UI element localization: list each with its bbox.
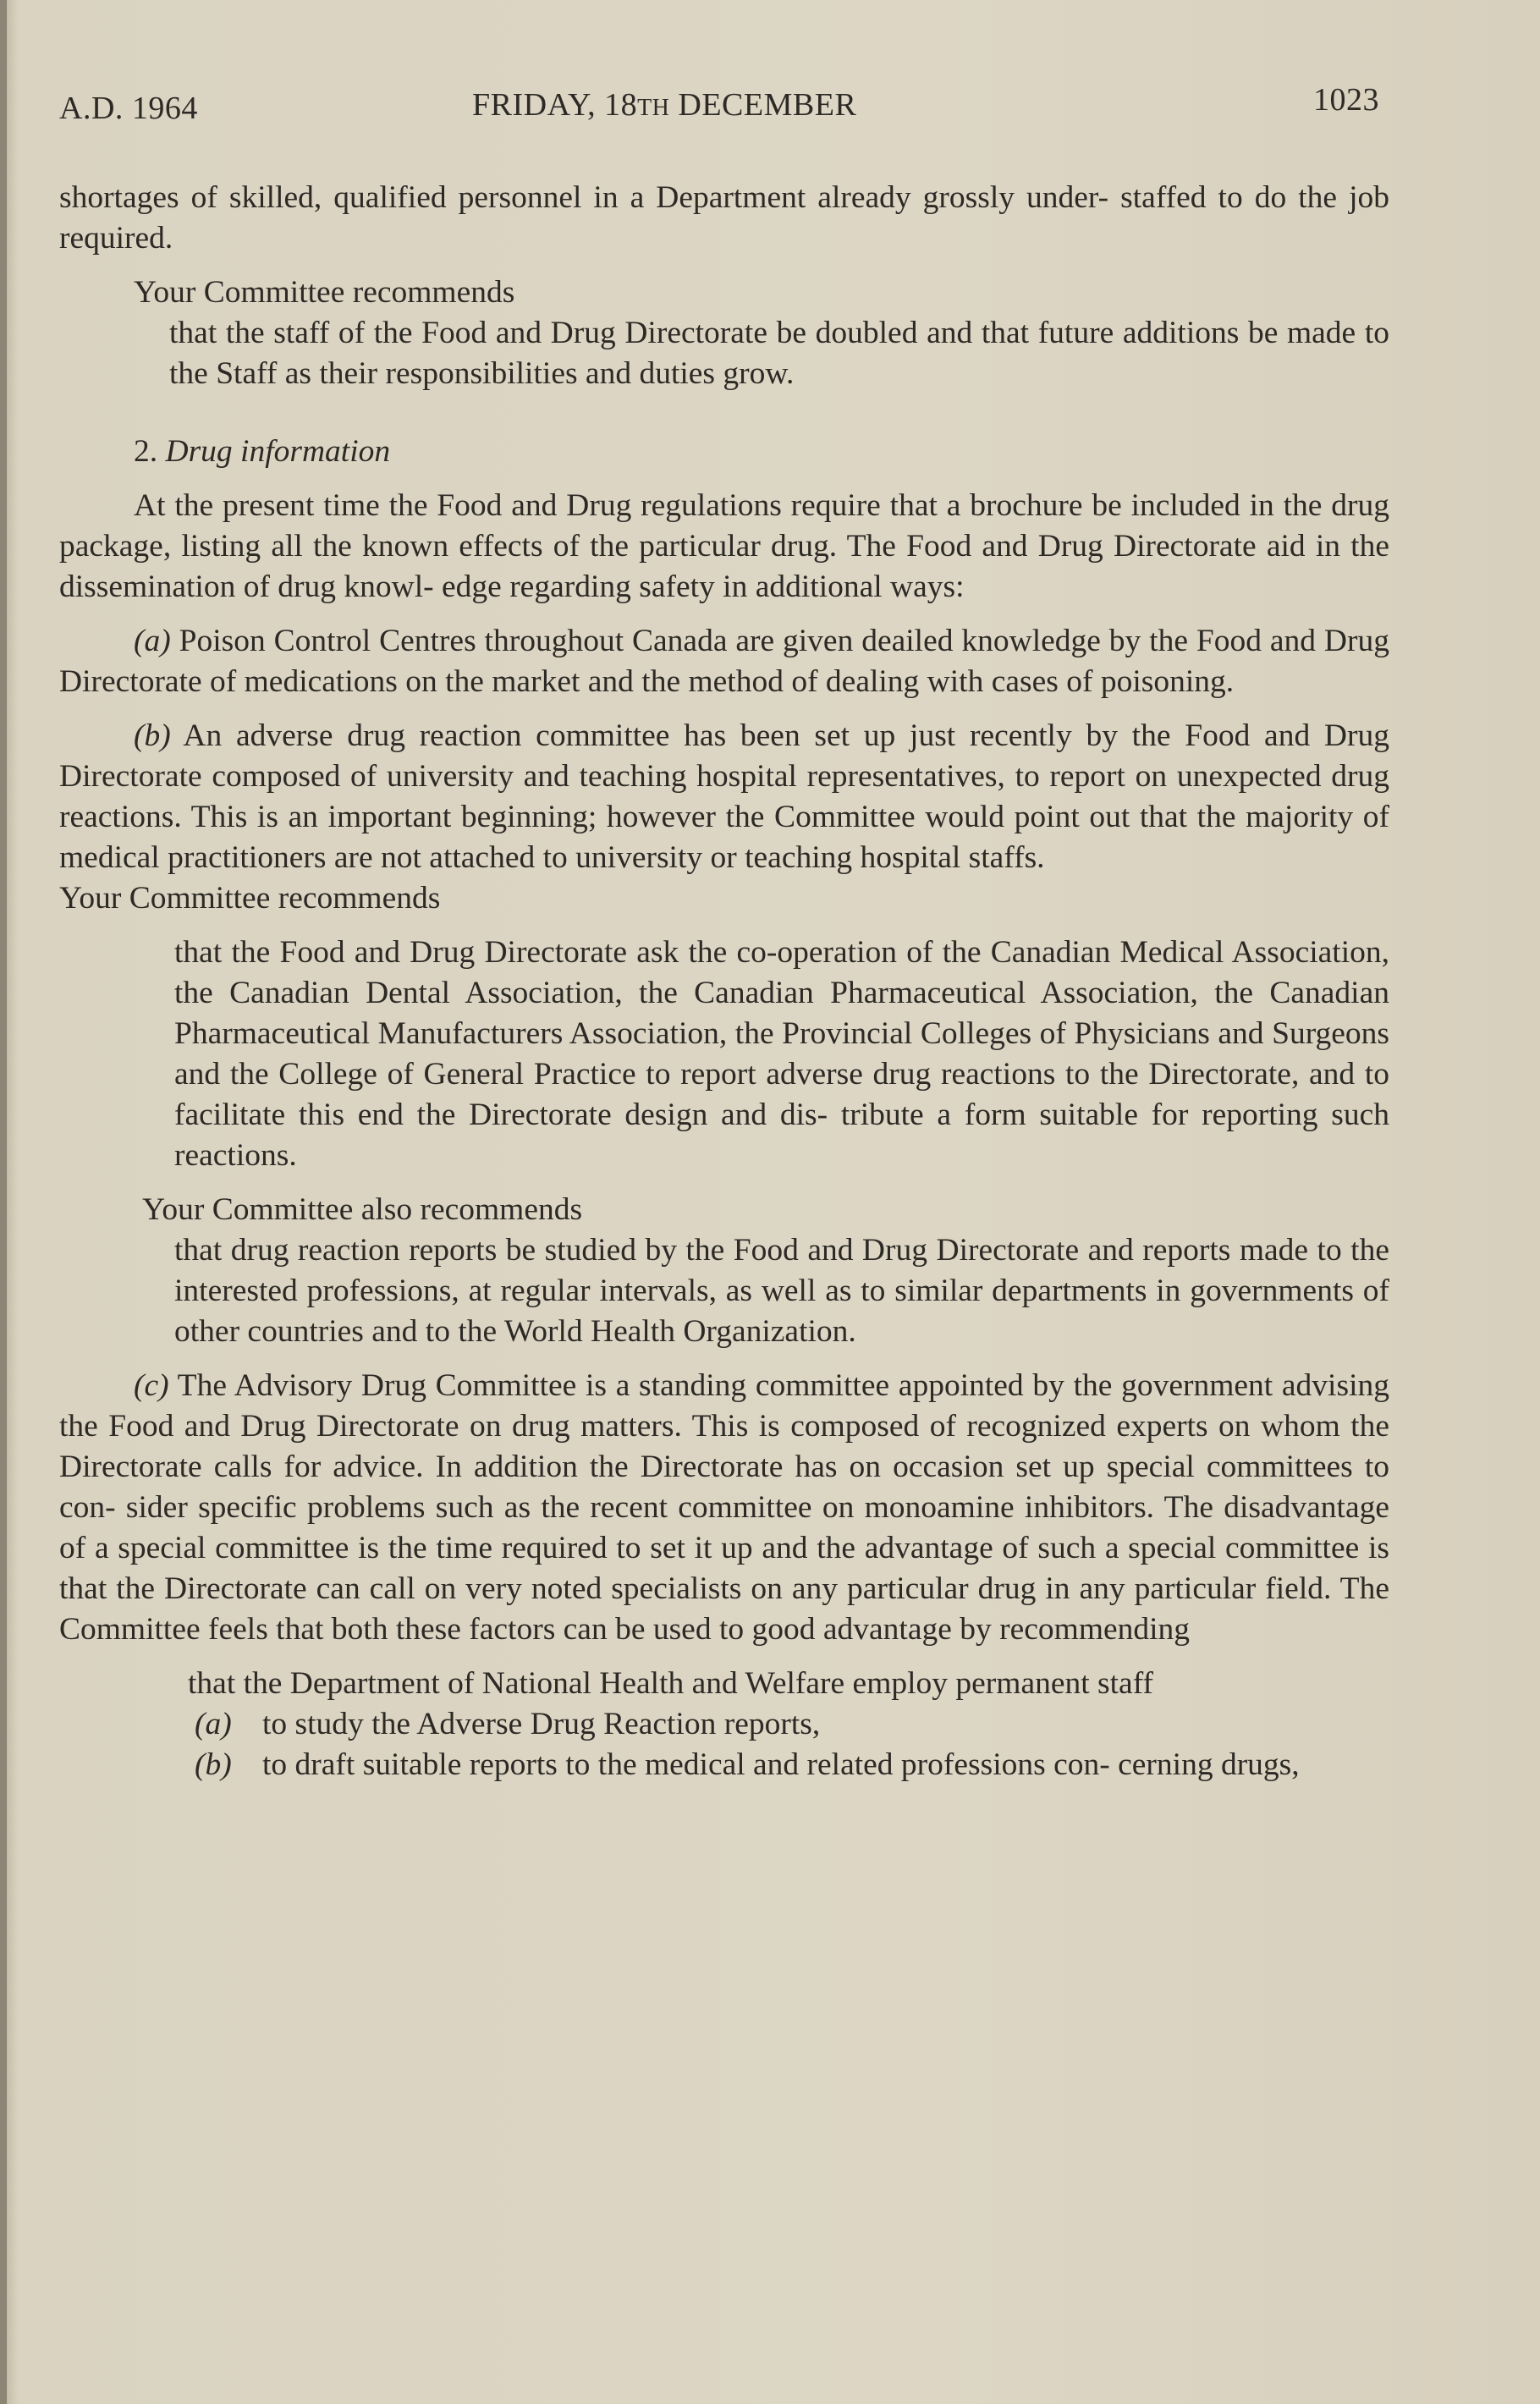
list-item-label: (b) <box>195 1747 232 1782</box>
running-header <box>59 81 1379 132</box>
paragraph-b <box>59 716 1389 878</box>
header-year: A.D. 1964 <box>59 91 198 126</box>
section-title: Drug information <box>165 434 391 469</box>
recommendation-intro-3: Your Committee also recommends <box>142 1192 583 1227</box>
header-day: FRIDAY, 18 <box>472 87 638 123</box>
page-body <box>59 178 1389 1785</box>
paragraph-c-text: The Advisory Drug Committee is a standing committee appointed by the government advising the Food and Drug Directorate on drug matters. This is composed of recognized experts on whom the Directorate calls for advice. In addition the Directorate has on occasion set up special committees to con- sider specific problems such as the recent committee on monoamine inhibitors. The disadvantage of a special committee is the time required to set it up and the advantage of such a special committee is that the Directorate can call on very noted specialists on any particular drug in any particular field. The Committee feels that both these factors can be used to good advantage by recommending <box>59 1368 1389 1647</box>
recommendation-intro-1: Your Committee recommends <box>134 275 515 310</box>
list-item-text: to study the Adverse Drug Reaction reports, <box>262 1707 821 1741</box>
header-month: DECEMBER <box>678 87 857 123</box>
paragraph-a <box>59 621 1389 702</box>
paragraph-a-text: Poison Control Centres throughout Canada are given deailed knowledge by the Food and Drug Directorate of medications on the market and the method of dealing with cases of poisoning. <box>59 624 1389 699</box>
paragraph-b-label: (b) <box>134 718 171 753</box>
drug-info-paragraph: At the present time the Food and Drug regulations require that a brochure be included in the drug package, listing all the known effects of the particular drug. The Food and Drug Directorate aid in the dissemination of drug knowl- edge regarding safety in additional ways: <box>59 488 1389 604</box>
header-ordinal: TH <box>637 95 670 121</box>
list-item-label: (a) <box>195 1707 232 1741</box>
list-item <box>59 1745 1389 1785</box>
list-item-text: to draft suitable reports to the medical and related professions con- cerning drugs, <box>262 1747 1300 1782</box>
paragraph-b-text: An adverse drug reaction committee has been set up just recently by the Food and Drug Directorate composed of university and teaching hospital representatives, to report on unexpected drug reactions. This is an important beginning; however the Committee would point out that the majority of medical practitioners are not attached to university or teaching hospital staffs. <box>59 718 1389 875</box>
section-heading <box>59 432 1389 472</box>
paragraph-a-label: (a) <box>134 624 171 658</box>
recommendation-4: that the Department of National Health and Welfare employ permanent staff <box>188 1666 1154 1701</box>
recommendation-2: that the Food and Drug Directorate ask the co-operation of the Canadian Medical Association, the Canadian Dental Association, the Canadian Pharmaceutical Association, the Canadian Pharmaceutical Manufacturers Association, the Provincial Colleges of Physicians and Surgeons and the College of General Practice to report adverse drug reactions to the Directorate, and to facilitate this end the Directorate design and dis- tribute a form suitable for reporting such reactions. <box>174 935 1389 1173</box>
recommendation-1: that the staff of the Food and Drug Directorate be doubled and that future additions be made to the Staff as their responsibilities and duties grow. <box>169 316 1389 391</box>
page-number: 1023 <box>1313 82 1379 118</box>
paragraph-c <box>59 1366 1389 1650</box>
continued-paragraph: shortages of skilled, qualified personnel in a Department already grossly under- staffed to do the job required. <box>59 180 1389 256</box>
section-number: 2. <box>134 434 158 469</box>
recommendation-3: that drug reaction reports be studied by the Food and Drug Directorate and reports made to the interested professions, at regular intervals, as well as to similar departments in governments of other countries and to the World Health Organization. <box>174 1233 1389 1349</box>
paragraph-c-label: (c) <box>134 1368 169 1403</box>
recommendation-intro-2: Your Committee recommends <box>59 881 441 916</box>
header-date <box>472 86 856 124</box>
list-item <box>59 1704 1389 1745</box>
page-binding-edge <box>0 0 7 2404</box>
